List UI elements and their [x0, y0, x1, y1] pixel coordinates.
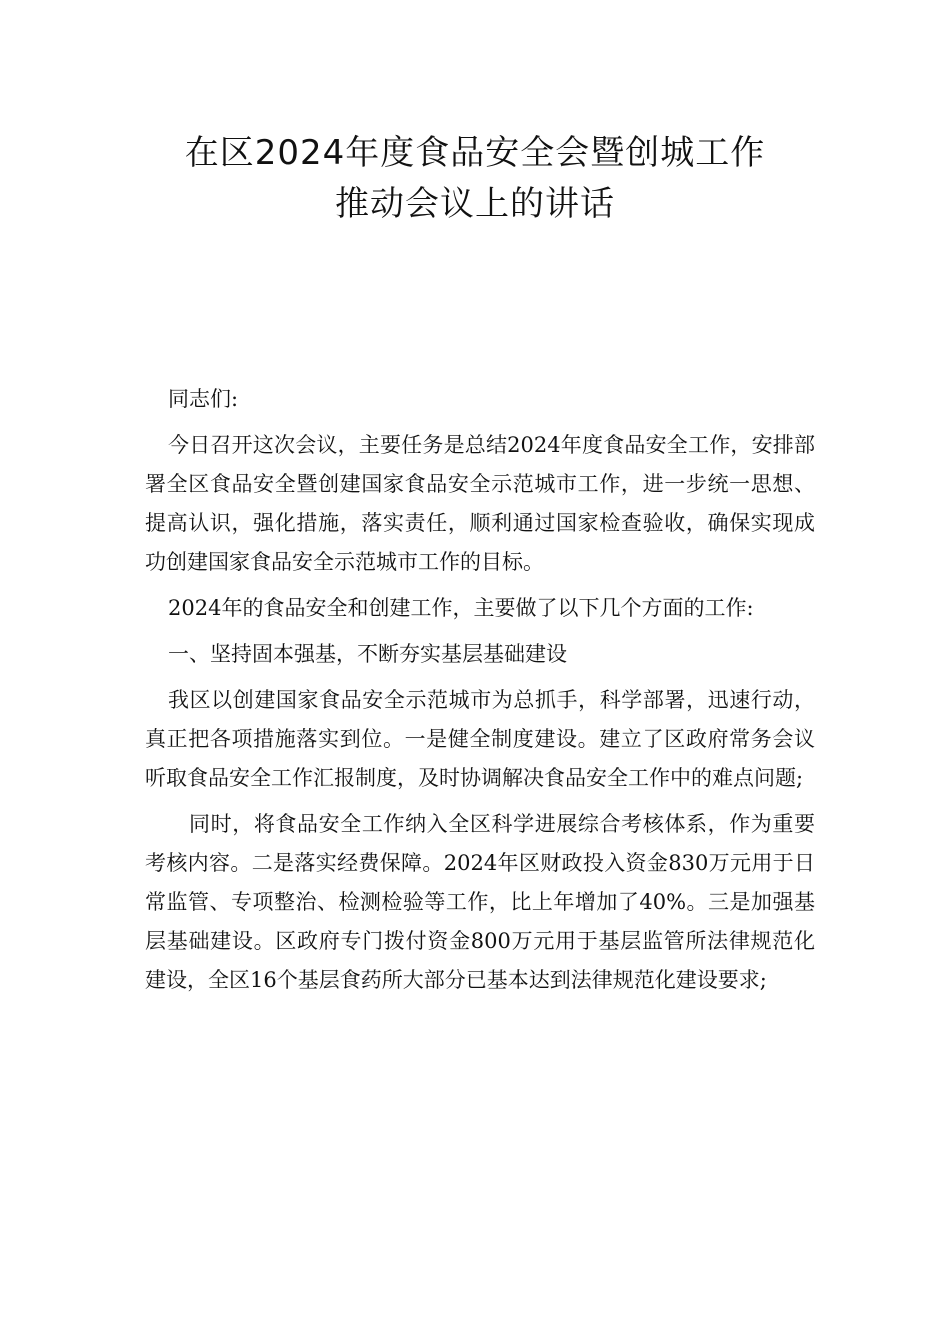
paragraph-intro: 今日召开这次会议，主要任务是总结2024年度食品安全工作，安排部署全区食品安全暨创建国家食品安全示范城市工作，进一步统一思想、提高认识，强化措施，落实责任，顺利通过国家检查验收，确保实现成功创建国家食品安全示范城市工作的目标。	[145, 433, 815, 574]
paragraph-section-1: 我区以创建国家食品安全示范城市为总抓手，科学部署，迅速行动，真正把各项措施落实到位。一是健全制度建设。建立了区政府常务会议听取食品安全工作汇报制度，及时协调解决食品安全工作中的难点问题;	[145, 688, 815, 790]
document-body	[145, 380, 815, 1007]
salutation: 同志们:	[168, 387, 239, 411]
paragraph-section-1-continued: 同时，将食品安全工作纳入全区科学进展综合考核体系，作为重要考核内容。二是落实经费保障。2024年区财政投入资金830万元用于日常监管、专项整治、检测检验等工作，比上年增加了40%。三是加强基层基础建设。区政府专门拨付资金800万元用于基层监管所法律规范化建设，全区16个基层食药所大部分已基本达到法律规范化建设要求;	[145, 812, 815, 992]
section-heading-1: 一、坚持固本强基，不断夯实基层基础建设	[168, 642, 567, 666]
paragraph-summary-lead: 2024年的食品安全和创建工作，主要做了以下几个方面的工作:	[168, 596, 754, 620]
document-title-line-1: 在区2024年度食品安全会暨创城工作	[184, 133, 766, 173]
document-title-line-2: 推动会议上的讲话	[335, 184, 615, 224]
